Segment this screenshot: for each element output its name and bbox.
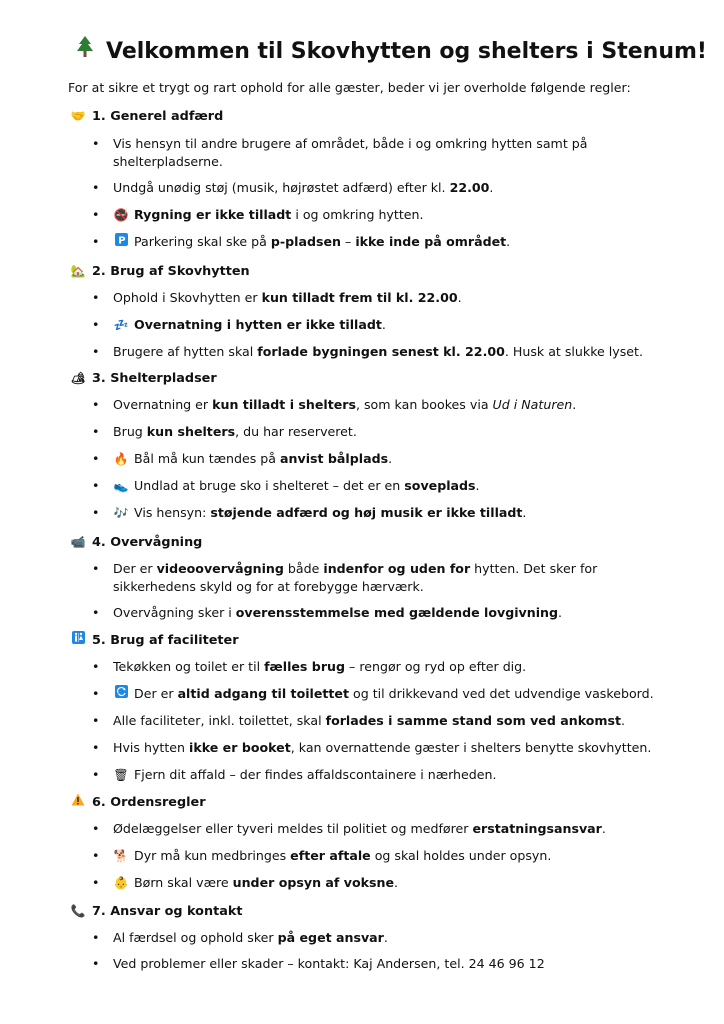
list-item: • Vis hensyn til andre brugere af området, både i og omkring hytten samt på shelterpladserne. <box>92 136 588 169</box>
list-item: • Alle faciliteter, inkl. toilettet, skal forlades i samme stand som ved ankomst. <box>92 713 626 728</box>
shoe-icon: 👟 <box>113 479 129 493</box>
page-title <box>72 36 707 67</box>
list-item: • Ved problemer eller skader – kontakt: Kaj Andersen, tel. 24 46 96 12 <box>92 956 545 971</box>
list-item: • 👟 Undlad at bruge sko i shelteret – det er en soveplads. <box>92 478 480 493</box>
list-item: • Der er altid adgang til toilettet og til drikkevand ved det udvendige vaskebord. <box>92 686 654 701</box>
fire-icon: 🔥 <box>113 452 129 466</box>
section-heading <box>70 631 670 651</box>
section-order-rules <box>70 793 670 892</box>
bullet-icon: • <box>92 234 100 249</box>
tree-icon <box>72 36 98 67</box>
section-heading-text: 3. Shelterpladser <box>92 371 217 386</box>
bullet-icon: • <box>92 848 100 863</box>
trash-icon: 🗑 <box>113 768 129 782</box>
section-surveillance <box>70 533 670 622</box>
list-item: • Brugere af hytten skal forlade bygningen senest kl. 22.00. Husk at slukke lyset. <box>92 344 643 359</box>
list-item: • Ødelæggelser eller tyveri meldes til politiet og medfører erstatningsansvar. <box>92 821 606 836</box>
section-heading-text: 1. Generel adfærd <box>92 109 224 124</box>
bullet-icon: • <box>92 207 100 222</box>
page-title-text: Velkommen til Skovhytten og shelters i Stenum! <box>106 39 707 64</box>
bullet-icon: • <box>92 505 100 520</box>
section-heading-text: 5. Brug af faciliteter <box>92 633 239 648</box>
bullet-icon: • <box>92 740 100 755</box>
parking-icon <box>113 233 129 251</box>
list-item: • Tekøkken og toilet er til fælles brug – rengør og ryd op efter dig. <box>92 659 527 674</box>
restroom-icon <box>70 631 86 649</box>
bullet-icon: • <box>92 344 100 359</box>
list-item: • Brug kun shelters, du har reserveret. <box>92 424 357 439</box>
list-item: • P Parkering skal ske på p-pladsen – ikke inde på området. <box>92 234 511 249</box>
dog-icon: 🐕 <box>113 849 129 863</box>
list-item: • 🗑 Fjern dit affald – der findes affaldscontainere i nærheden. <box>92 767 497 782</box>
section-heading-text: 2. Brug af Skovhytten <box>92 264 250 279</box>
list-item: • 🐕 Dyr må kun medbringes efter aftale og skal holdes under opsyn. <box>92 848 552 863</box>
phone-icon: 📞 <box>70 904 86 918</box>
camera-icon: 📹 <box>70 535 86 549</box>
section-heading-text: 6. Ordensregler <box>92 795 206 810</box>
section-heading <box>70 902 670 922</box>
section-heading <box>70 793 670 813</box>
section-facilities <box>70 631 670 784</box>
section-responsibility-contact <box>70 902 670 973</box>
baby-icon: 👶 <box>113 876 129 890</box>
list-item: • Al færdsel og ophold sker på eget ansvar. <box>92 930 388 945</box>
bullet-icon: • <box>92 686 100 701</box>
list-item: • 🚭 Rygning er ikke tilladt i og omkring hytten. <box>92 207 424 222</box>
bullet-icon: • <box>92 821 100 836</box>
house-icon: 🏡 <box>70 264 86 278</box>
section-heading <box>70 107 670 127</box>
list-item: • Undgå unødig støj (musik, højrøstet adfærd) efter kl. 22.00. <box>92 180 494 195</box>
bullet-icon: • <box>92 451 100 466</box>
camping-icon: 🏕 <box>70 371 86 385</box>
section-general-conduct <box>70 107 670 251</box>
list-item: • 🎶 Vis hensyn: støjende adfærd og høj musik er ikke tilladt. <box>92 505 527 520</box>
refresh-icon <box>113 685 129 703</box>
bullet-icon: • <box>92 424 100 439</box>
bullet-icon: • <box>92 290 100 305</box>
no-smoking-icon: 🚭 <box>113 208 129 222</box>
sleep-icon: 💤 <box>113 318 129 332</box>
bullet-icon: • <box>92 561 100 576</box>
bullet-icon: • <box>92 767 100 782</box>
bullet-icon: • <box>92 956 100 971</box>
bullet-icon: • <box>92 317 100 332</box>
bullet-icon: • <box>92 136 100 151</box>
bullet-icon: • <box>92 930 100 945</box>
handshake-icon: 🤝 <box>70 109 86 123</box>
section-heading <box>70 533 670 553</box>
section-heading <box>70 369 670 389</box>
bullet-icon: • <box>92 659 100 674</box>
intro-text: For at sikre et trygt og rart ophold for alle gæster, beder vi jer overholde følgende regler: <box>68 80 631 95</box>
bullet-icon: • <box>92 875 100 890</box>
section-use-of-cabin <box>70 262 670 361</box>
list-item: • 🔥 Bål må kun tændes på anvist bålplads. <box>92 451 393 466</box>
list-item: • Hvis hytten ikke er booket, kan overnattende gæster i shelters benytte skovhytten. <box>92 740 652 755</box>
bullet-icon: • <box>92 605 100 620</box>
section-shelter-sites <box>70 369 670 522</box>
list-item: • Overnatning er kun tilladt i shelters, som kan bookes via Ud i Naturen. <box>92 397 577 412</box>
list-item: • Ophold i Skovhytten er kun tilladt frem til kl. 22.00. <box>92 290 462 305</box>
warning-icon <box>70 793 86 811</box>
list-item: • 💤 Overnatning i hytten er ikke tilladt. <box>92 317 386 332</box>
bullet-icon: • <box>92 180 100 195</box>
svg-text:P: P <box>117 235 126 246</box>
section-heading <box>70 262 670 282</box>
section-heading-text: 7. Ansvar og kontakt <box>92 904 243 919</box>
bullet-icon: • <box>92 713 100 728</box>
bullet-icon: • <box>92 478 100 493</box>
list-item: • Overvågning sker i overensstemmelse med gældende lovgivning. <box>92 605 563 620</box>
list-item: • 👶 Børn skal være under opsyn af voksne. <box>92 875 399 890</box>
bullet-icon: • <box>92 397 100 412</box>
list-item: • Der er videoovervågning både indenfor og uden for hytten. Det sker for sikkerhedens skyld og for at forebygge hærværk. <box>92 561 598 594</box>
section-heading-text: 4. Overvågning <box>92 535 203 550</box>
music-icon: 🎶 <box>113 506 129 520</box>
